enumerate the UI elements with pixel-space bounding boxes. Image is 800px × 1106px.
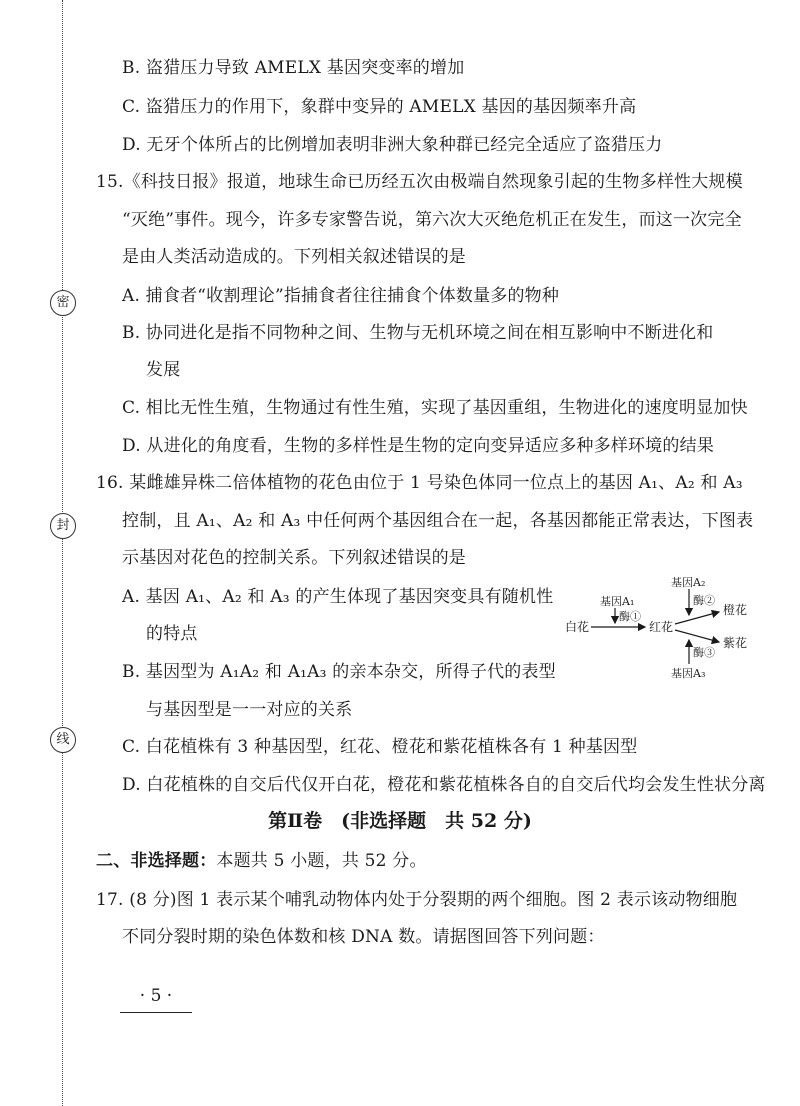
q17-stem-line2: 不同分裂时期的染色体数和核 DNA 数。请据图回答下列问题： (122, 927, 605, 947)
node-orange-flower: 橙花 (723, 603, 748, 617)
section-2-title: 第Ⅱ卷 (非选择题 共 52 分) (268, 810, 532, 832)
q16-option-a-line2: 的特点 (146, 624, 198, 644)
arrow-red-to-orange (675, 612, 719, 624)
label-enzyme-2: 酶② (693, 594, 715, 607)
seal-feng: 封 (50, 513, 76, 539)
q16-option-b-line2: 与基因型是一一对应的关系 (146, 700, 353, 720)
q15-option-b-line2: 发展 (146, 360, 181, 380)
label-gene-a3: 基因A₃ (671, 667, 706, 680)
q14-option-b: B. 盗猎压力导致 AMELX 基因突变率的增加 (122, 58, 465, 78)
label-gene-a2: 基因A₂ (671, 576, 706, 589)
q16-option-d: D. 白花植株的自交后代仅开白花，橙花和紫花植株各自的自交后代均会发生性状分离 (122, 775, 766, 795)
node-white-flower: 白花 (565, 620, 590, 634)
q16-stem-line2: 控制，且 A₁、A₂ 和 A₃ 中任何两个基因组合在一起，各基因都能正常表达，下图表 (122, 511, 754, 531)
page-number: · 5 · (120, 986, 192, 1013)
q16-stem-line3: 示基因对花色的控制关系。下列叙述错误的是 (122, 548, 466, 568)
label-enzyme-1: 酶① (619, 610, 641, 623)
q16-option-c: C. 白花植株有 3 种基因型，红花、橙花和紫花植株各有 1 种基因型 (122, 737, 638, 757)
q15-stem-line1: 15.《科技日报》报道，地球生命已历经五次由极端自然现象引起的生物多样性大规模 (96, 172, 743, 192)
section-2-heading (96, 846, 427, 871)
q15-stem-line2: “灭绝”事件。现今，许多专家警告说，第六次大灭绝危机正在发生，而这一次完全 (122, 210, 742, 230)
node-purple-flower: 紫花 (723, 636, 748, 650)
flower-color-pathway-diagram (555, 572, 755, 684)
q15-option-d: D. 从进化的角度看，生物的多样性是生物的定向变异适应多种多样环境的结果 (122, 436, 715, 456)
binding-dotted-line (62, 0, 63, 1106)
label-gene-a1: 基因A₁ (600, 595, 635, 608)
node-red-flower: 红花 (649, 620, 674, 634)
q16-stem-line1: 16. 某雌雄异株二倍体植物的花色由位于 1 号染色体同一位点上的基因 A₁、A₂ 和 A₃ (96, 473, 743, 493)
q16-option-b-line1: B. 基因型为 A₁A₂ 和 A₁A₃ 的亲本杂交，所得子代的表型 (122, 662, 556, 682)
q14-option-c: C. 盗猎压力的作用下，象群中变异的 AMELX 基因的基因频率升高 (122, 97, 637, 117)
section-2-heading-label: 二、非选择题： (96, 851, 217, 871)
seal-xian: 线 (50, 727, 76, 753)
q15-option-c: C. 相比无性生殖，生物通过有性生殖，实现了基因重组，生物进化的速度明显加快 (122, 398, 748, 418)
q17-stem-line1: 17. (8 分)图 1 表示某个哺乳动物体内处于分裂期的两个细胞。图 2 表示该动物细胞 (96, 890, 738, 910)
arrow-red-to-purple (675, 630, 719, 642)
q15-stem-line3: 是由人类活动造成的。下列相关叙述错误的是 (122, 247, 466, 267)
label-enzyme-3: 酶③ (693, 646, 715, 659)
q15-option-a: A. 捕食者“收割理论”指捕食者往往捕食个体数量多的物种 (122, 286, 560, 306)
q14-option-d: D. 无牙个体所占的比例增加表明非洲大象种群已经完全适应了盗猎压力 (122, 135, 663, 155)
seal-mi: 密 (50, 290, 76, 316)
section-2-heading-text: 本题共 5 小题，共 52 分。 (216, 851, 427, 871)
q16-option-a-line1: A. 基因 A₁、A₂ 和 A₃ 的产生体现了基因突变具有随机性 (122, 587, 554, 607)
q15-option-b-line1: B. 协同进化是指不同物种之间、生物与无机环境之间在相互影响中不断进化和 (122, 323, 714, 343)
